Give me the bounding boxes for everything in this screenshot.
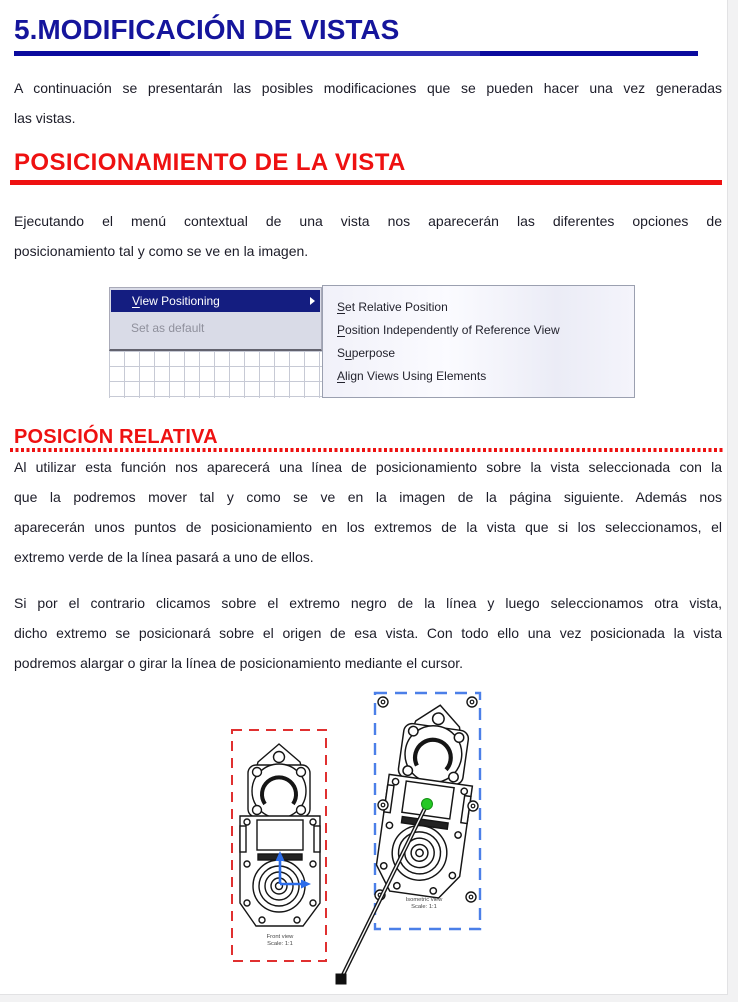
section-heading-posicion-relativa: POSICIÓN RELATIVA: [14, 426, 218, 448]
context-menu: [109, 287, 322, 351]
menu-item-set-as-default[interactable]: Set as default: [131, 321, 205, 335]
paragraph-line: que la podremos mover tal y como se ve en la imagen de la página siguiente. Además nos: [14, 489, 722, 505]
front-view-scale: Scale: 1:1: [267, 941, 293, 947]
submenu-arrow-icon: [310, 297, 315, 305]
menu-item-label: View Positioning: [132, 294, 220, 308]
section-rule: [10, 180, 722, 185]
menu-item-view-positioning[interactable]: [111, 290, 320, 312]
positioning-point-icon: [468, 801, 478, 811]
paragraph-line: posicionamiento tal y como se ve en la imagen.: [14, 243, 309, 259]
positioning-point-icon: [378, 697, 388, 707]
positioning-point-icon: [467, 697, 477, 707]
section-heading-posicionamiento: POSICIONAMIENTO DE LA VISTA: [14, 149, 406, 176]
isometric-view-scale: Scale: 1:1: [411, 904, 437, 910]
front-view-drawing: [240, 744, 320, 926]
submenu-item[interactable]: Set Relative Position: [337, 300, 448, 314]
black-endpoint: [336, 974, 347, 985]
relative-paragraph-1: [14, 452, 722, 572]
submenu-panel: [322, 285, 635, 398]
positioning-point-icon: [466, 892, 476, 902]
paragraph-line: extremo verde de la línea pasará a uno de ellos.: [14, 549, 314, 565]
paragraph-line: Ejecutando el menú contextual de una vista nos aparecerán las diferentes opciones de: [14, 213, 722, 229]
positioning-point-icon: [378, 800, 388, 810]
paragraph-line: A continuación se presentarán las posibles modificaciones que se pueden hacer una vez generadas: [14, 80, 722, 96]
paragraph-line: dicho extremo se posicionará sobre el origen de esa vista. Con todo ello una vez posicionada la vista: [14, 625, 722, 641]
menu-screenshot: [109, 285, 635, 398]
relative-paragraph-2: [14, 588, 722, 678]
title-rule: [14, 51, 698, 56]
paragraph-line: aparecerán unos puntos de posicionamiento en los extremos de la vista que si los seleccionamos, el: [14, 519, 722, 535]
paragraph-line: podremos alargar o girar la línea de posicionamiento mediante el cursor.: [14, 655, 464, 671]
positioning-paragraph: [14, 206, 722, 266]
intro-paragraph: [14, 73, 722, 133]
green-endpoint: [422, 799, 433, 810]
submenu-item[interactable]: Superpose: [337, 346, 396, 360]
page-title: 5.MODIFICACIÓN DE VISTAS: [14, 14, 400, 45]
isometric-view-label: Isometric view: [405, 897, 443, 903]
paragraph-line: las vistas.: [14, 110, 76, 126]
front-view-label: Front view: [266, 934, 294, 940]
drawing-grid: [109, 351, 323, 398]
submenu-item[interactable]: Position Independently of Reference View: [337, 323, 560, 337]
submenu-item[interactable]: Align Views Using Elements: [337, 369, 487, 383]
cad-figure: [0, 676, 728, 995]
paragraph-line: Si por el contrario clicamos sobre el extremo negro de la línea y luego seleccionamos otra vista,: [14, 595, 722, 611]
paragraph-line: Al utilizar esta función nos aparecerá una línea de posicionamiento sobre la vista seleccionada con la: [14, 459, 722, 475]
